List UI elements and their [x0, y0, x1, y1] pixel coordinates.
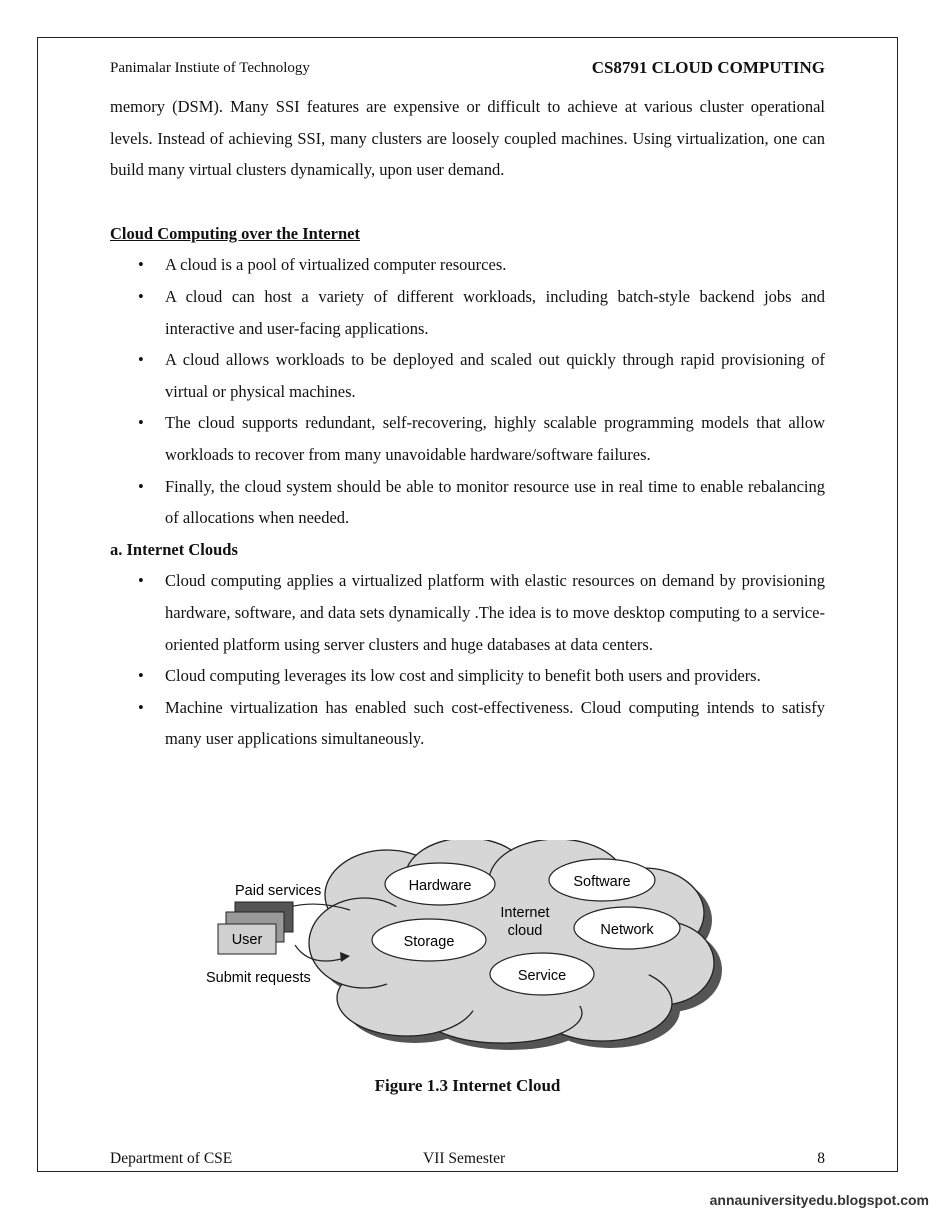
list-item: • Cloud computing leverages its low cost and simplicity to benefit both users and providers.	[110, 660, 825, 692]
user-label: User	[231, 932, 263, 948]
hardware-label: Hardware	[408, 878, 472, 894]
list-item: • A cloud allows workloads to be deployed and scaled out quickly through rapid provisioning of virtual or physical machines.	[110, 344, 825, 407]
page-content	[110, 91, 825, 755]
header-institute: Panimalar Instiute of Technology	[110, 60, 310, 76]
submit-requests-label: Submit requests	[206, 970, 311, 986]
list-item: • A cloud is a pool of virtualized computer resources.	[110, 249, 825, 281]
list-item: • Finally, the cloud system should be able to monitor resource use in real time to enable rebalancing of allocations when needed.	[110, 471, 825, 534]
storage-label: Storage	[403, 934, 455, 950]
internet-cloud-diagram	[200, 840, 730, 1050]
footer-department: Department of CSE	[110, 1150, 233, 1167]
page-number: 8	[817, 1150, 825, 1167]
watermark-url: annauniversityedu.blogspot.com	[709, 1192, 929, 1208]
software-label: Software	[573, 874, 631, 890]
section-heading: Cloud Computing over the Internet	[110, 223, 360, 243]
list-item: • A cloud can host a variety of different workloads, including batch-style backend jobs and interactive and user-facing applications.	[110, 281, 825, 344]
list-item: • Cloud computing applies a virtualized platform with elastic resources on demand by provisioning hardware, software, and data sets dynamically .The idea is to move desktop computing to a service-oriented platform using server clusters and huge databases at data centers.	[110, 565, 825, 660]
paid-services-label: Paid services	[235, 883, 322, 899]
network-label: Network	[600, 922, 654, 938]
section-bullet-list	[110, 249, 825, 533]
service-label: Service	[517, 968, 567, 984]
cloud-title-line1: Internet	[500, 905, 550, 921]
figure-caption: Figure 1.3 Internet Cloud	[374, 1076, 561, 1095]
cloud-title-line2: cloud	[507, 923, 543, 939]
list-item: • Machine virtualization has enabled such cost-effectiveness. Cloud computing intends to satisfy many user applications simultaneously.	[110, 692, 825, 755]
list-item: • The cloud supports redundant, self-recovering, highly scalable programming models that allow workloads to recover from many unavoidable hardware/software failures.	[110, 407, 825, 470]
header-course-title: CS8791 CLOUD COMPUTING	[591, 58, 825, 77]
subsection-heading: a. Internet Clouds	[110, 539, 238, 559]
subsection-bullet-list	[110, 565, 825, 755]
intro-paragraph: memory (DSM). Many SSI features are expensive or difficult to achieve at various cluster operational levels. Instead of achieving SSI, many clusters are loosely coupled machines. Using virtualization, one can build many virtual clusters dynamically, upon user demand.	[110, 97, 825, 180]
footer-semester: VII Semester	[423, 1150, 506, 1167]
